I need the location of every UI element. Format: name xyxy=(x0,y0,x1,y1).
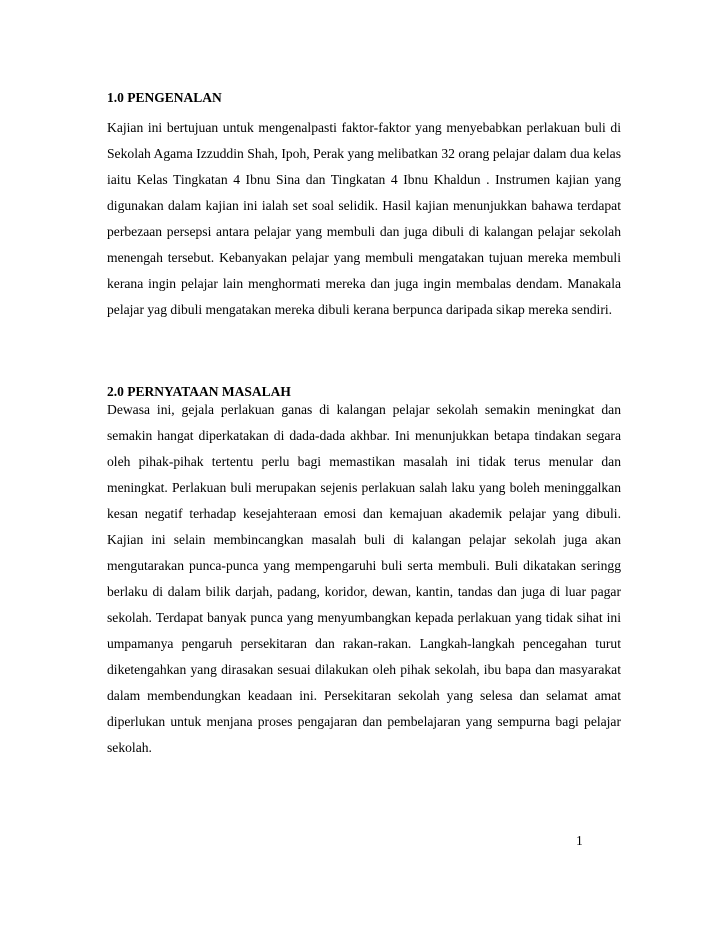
section-body-pengenalan: Kajian ini bertujuan untuk mengenalpasti faktor-faktor yang menyebabkan perlakuan buli di Sekolah Agama Izzuddin Shah, Ipoh, Perak yang melibatkan 32 orang pelajar dalam dua kelas iaitu Kelas Tingkatan 4 Ibnu Sina dan Tingkatan 4 Ibnu Khaldun . Instrumen kajian yang digunakan dalam kajian ini ialah set soal selidik. Hasil kajian menunjukkan bahawa terdapat perbezaan persepsi antara pelajar yang membuli dan juga dibuli di kalangan pelajar sekolah menengah tersebut. Kebanyakan pelajar yang membuli mengatakan tujuan mereka membuli kerana ingin pelajar lain menghormati mereka dan juga ingin membalas dendam. Manakala pelajar yag dibuli mengatakan mereka dibuli kerana berpunca daripada sikap mereka sendiri. xyxy=(107,120,621,317)
section-heading-pengenalan: 1.0 PENGENALAN xyxy=(107,90,222,105)
page-number: 1 xyxy=(576,833,583,848)
section-body-pernyataan-masalah: Dewasa ini, gejala perlakuan ganas di kalangan pelajar sekolah semakin meningkat dan semakin hangat diperkatakan di dada-dada akhbar. Ini menunjukkan betapa tindakan segara oleh pihak-pihak tertentu perlu bagi memastikan masalah ini tidak terus menular dan meningkat. Perlakuan buli merupakan sejenis perlakuan salah laku yang boleh meninggalkan kesan negatif terhadap kesejahteraan emosi dan kemajuan akademik pelajar yang dibuli. Kajian ini selain membincangkan masalah buli di kalangan pelajar sekolah juga akan mengutarakan punca-punca yang mempengaruhi buli serta membuli. Buli dikatakan seringg berlaku di dalam bilik darjah, padang, koridor, dewan, kantin, tandas dan juga di luar pagar sekolah. Terdapat banyak punca yang menyumbangkan kepada perlakuan yang tidak sihat ini umpamanya pengaruh persekitaran dan rakan-rakan. Langkah-langkah pencegahan turut diketengahkan yang dirasakan sesuai dilakukan oleh pihak sekolah, ibu bapa dan masyarakat dalam membendungkan keadaan ini. Persekitaran sekolah yang selesa dan selamat amat diperlukan untuk menjana proses pengajaran dan pembelajaran yang sempurna bagi pelajar sekolah. xyxy=(107,402,621,755)
section-heading-pernyataan-masalah: 2.0 PERNYATAAN MASALAH xyxy=(107,384,291,399)
